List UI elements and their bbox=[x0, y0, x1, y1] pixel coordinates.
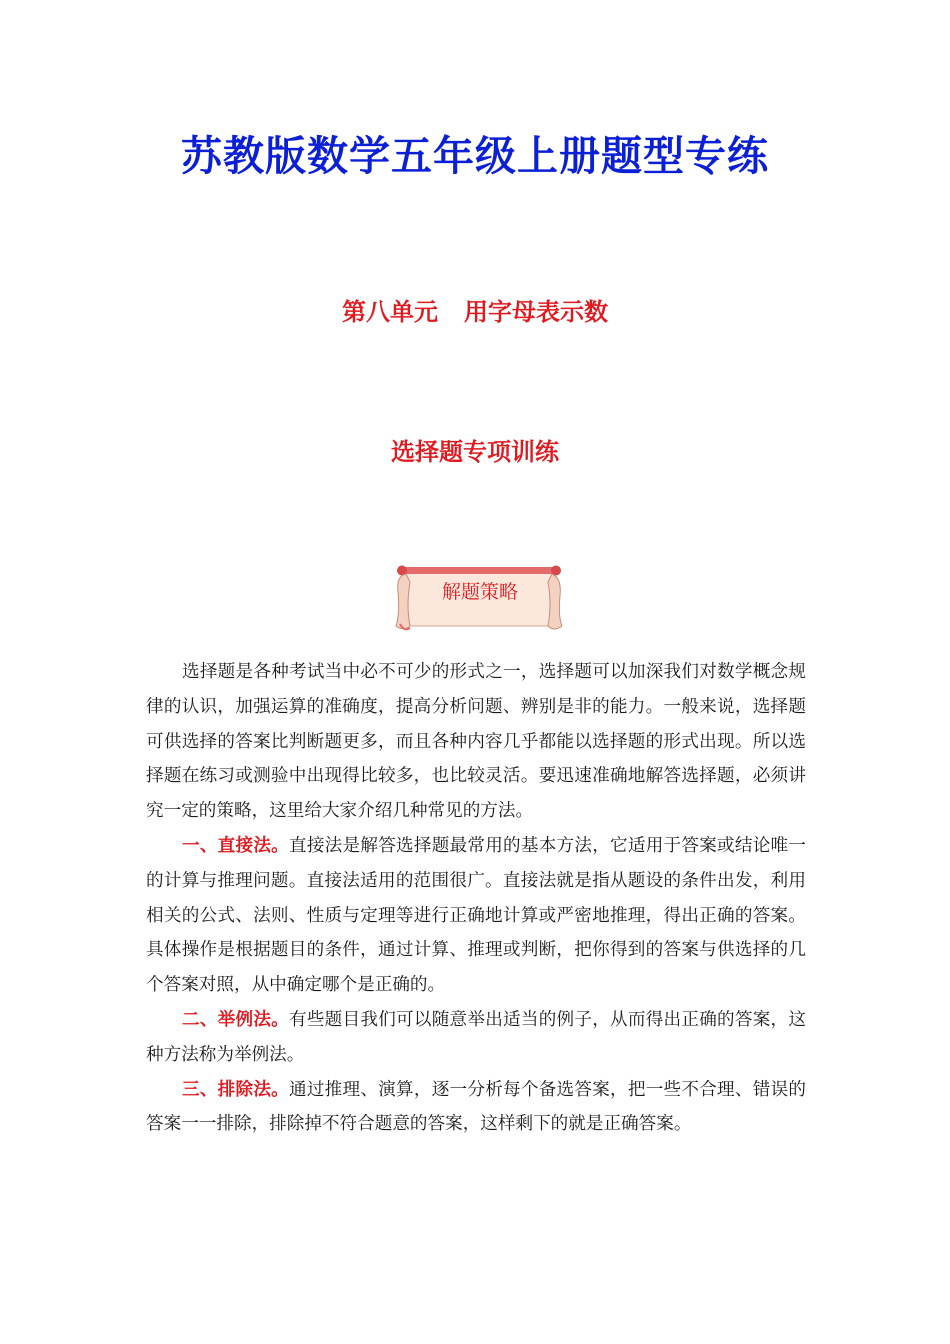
section-title: 选择题专项训练 bbox=[391, 438, 559, 466]
strategy-label: 解题策略 bbox=[441, 581, 518, 603]
method-paragraph-elimination bbox=[146, 1073, 806, 1143]
unit-number: 第八单元 bbox=[342, 298, 438, 326]
document-title: 苏教版数学五年级上册题型专练 bbox=[181, 132, 769, 180]
method-text-direct: 直接法是解答选择题最常用的基本方法，它适用于答案或结论唯一的计算与推理问题。直接法适用的范围很广。直接法就是指从题设的条件出发，利用相关的公式、法则、性质与定理等进行正确地计算或严密地推理，得出正确的答案。具体操作是根据题目的条件，通过计算、推理或判断，把你得到的答案与供选择的几个答案对照，从中确定哪个是正确的。 bbox=[146, 835, 806, 996]
method-paragraph-direct bbox=[146, 829, 806, 1003]
method-text-example: 有些题目我们可以随意举出适当的例子，从而得出正确的答案，这种方法称为举例法。 bbox=[146, 1009, 806, 1065]
method-paragraph-example bbox=[146, 1003, 806, 1073]
method-label-elimination: 三、排除法。 bbox=[182, 1079, 290, 1100]
method-label-direct: 一、直接法。 bbox=[182, 835, 290, 856]
unit-heading bbox=[0, 294, 950, 330]
method-label-example: 二、举例法。 bbox=[182, 1009, 290, 1030]
strategy-scroll-banner bbox=[392, 562, 564, 636]
document-body bbox=[146, 655, 806, 1142]
method-text-elimination: 通过推理、演算，逐一分析每个备选答案，把一些不合理、错误的答案一一排除，排除掉不符合题意的答案，这样剩下的就是正确答案。 bbox=[146, 1079, 806, 1135]
unit-name: 用字母表示数 bbox=[464, 298, 608, 326]
intro-paragraph: 选择题是各种考试当中必不可少的形式之一，选择题可以加深我们对数学概念规律的认识，加强运算的准确度，提高分析问题、辨别是非的能力。一般来说，选择题可供选择的答案比判断题更多，而且各种内容几乎都能以选择题的形式出现。所以选择题在练习或测验中出现得比较多，也比较灵活。要迅速准确地解答选择题，必须讲究一定的策略，这里给大家介绍几种常见的方法。 bbox=[146, 662, 806, 822]
